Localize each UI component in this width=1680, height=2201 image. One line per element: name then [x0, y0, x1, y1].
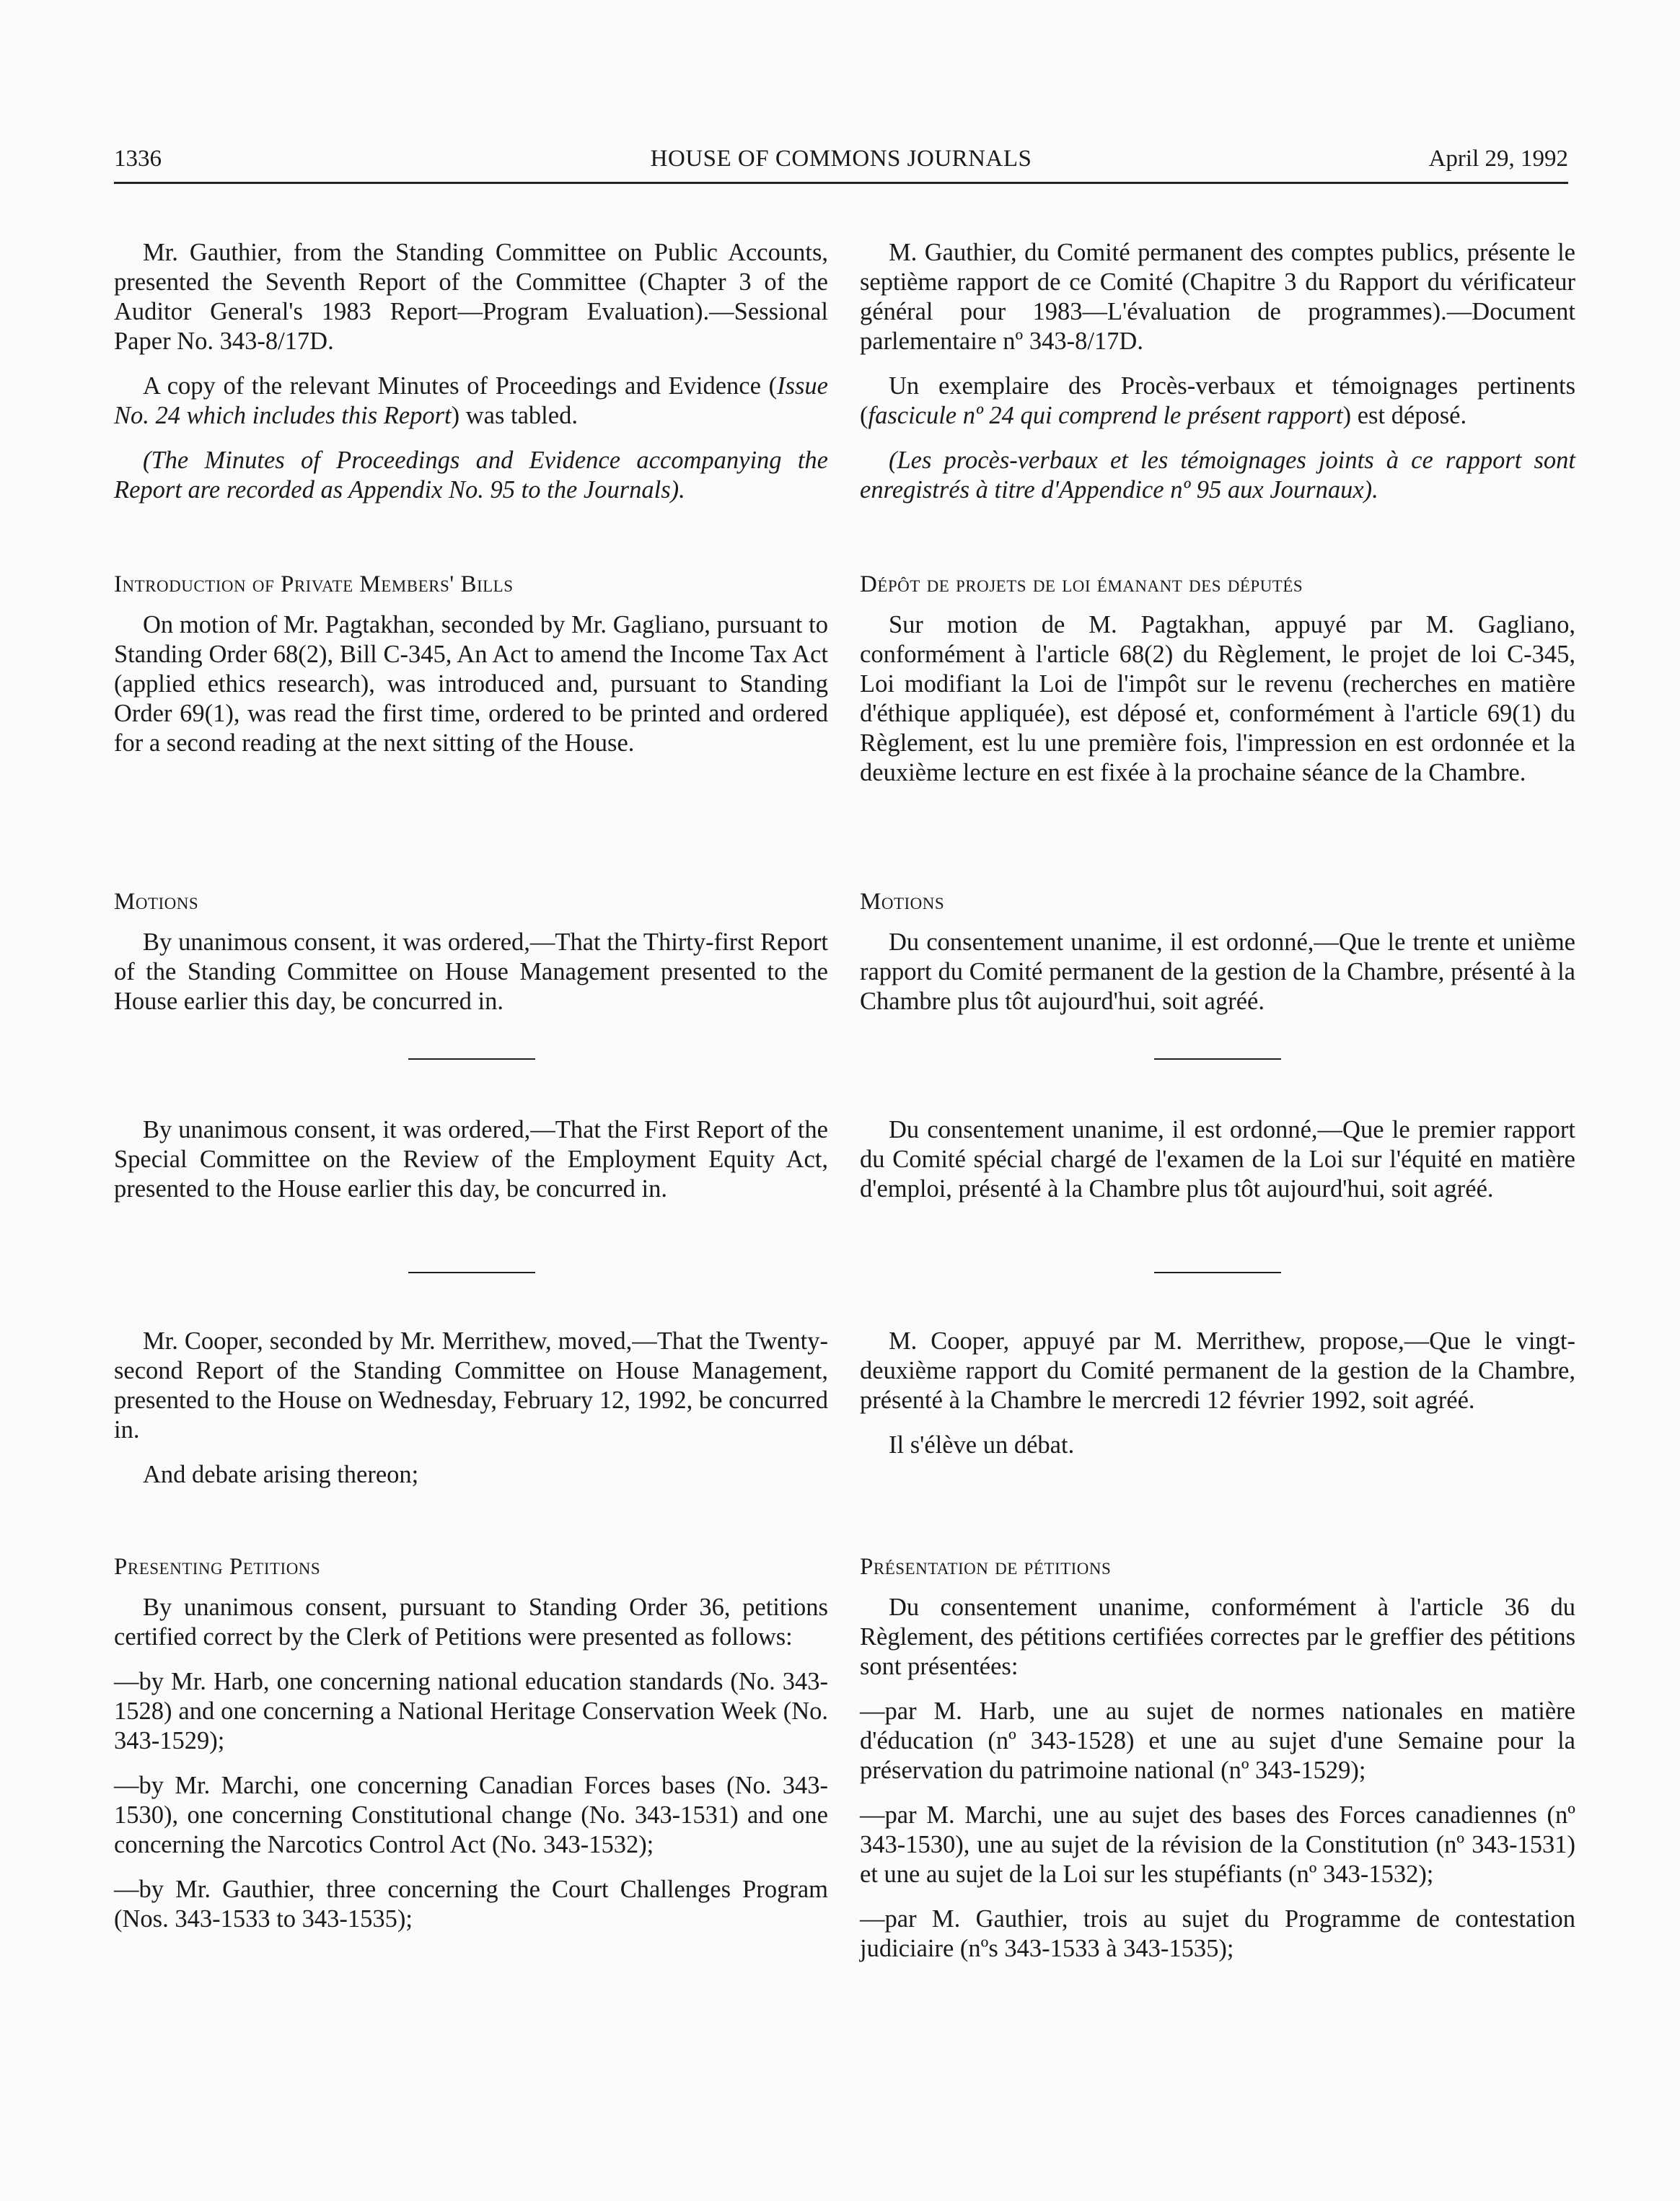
motion-1: [114, 928, 828, 1016]
motion-paragraph-fr: M. Cooper, appuyé par M. Merrithew, propose,—Que le vingt-deuxième rapport du Comité permanent de la gestion de la Chambre, présenté à la Chambre le mercredi 12 février 1992, soit agréé.: [860, 1327, 1575, 1414]
petitions-intro: By unanimous consent, pursuant to Standing Order 36, petitions certified correct by the Clerk of Petitions were presented as follows:: [114, 1594, 828, 1651]
journal-date: April 29, 1992: [1428, 146, 1568, 172]
motion-paragraph-fr: Du consentement unanime, il est ordonné,—Que le trente et unième rapport du Comité permanent de la gestion de la Chambre, présenté à la Chambre plus tôt aujourd'hui, soit agréé.: [860, 928, 1575, 1015]
bill-paragraph: On motion of Mr. Pagtakhan, seconded by Mr. Gagliano, pursuant to Standing Order 68(2), Bill C-345, An Act to amend the Income Tax Act (applied ethics research), was introduced and, pursuant to Standing Order 69(1), was read the first time, ordered to be printed and ordered for a second reading at the next sitting of the House.: [114, 611, 828, 757]
journal-title: HOUSE OF COMMONS JOURNALS: [650, 146, 1032, 172]
page-number: 1336: [114, 146, 162, 172]
section-heading-motions: Motions: [114, 889, 199, 915]
separator-rule: [1154, 1272, 1281, 1273]
motion-3-fr: [860, 1327, 1575, 1460]
report-appendix-note: (The Minutes of Proceedings and Evidence accompanying the Report are recorded as Appendix No. 95 to the Journals).: [114, 447, 828, 504]
petition-item: —by Mr. Gauthier, three concerning the Court Challenges Program (Nos. 343-1533 to 343-1535);: [114, 1876, 828, 1933]
motion-paragraph-fr: Du consentement unanime, il est ordonné,—Que le premier rapport du Comité spécial chargé de l'examen de la Loi sur l'équité en matière d'emploi, présenté à la Chambre plus tôt aujourd'hui, soit agréé.: [860, 1116, 1575, 1203]
petitions-section: [114, 1593, 828, 1934]
committee-report-section: [114, 238, 828, 505]
motion-1-fr: [860, 928, 1575, 1016]
committee-report-section-fr: [860, 238, 1575, 505]
petition-item-fr: —par M. Gauthier, trois au sujet du Programme de contestation judiciaire (nºs 343-1533 à 343-1535);: [860, 1905, 1575, 1962]
motion-3: [114, 1327, 828, 1490]
motion-paragraph: By unanimous consent, it was ordered,—That the Thirty-first Report of the Standing Committee on House Management presented to the House earlier this day, be concurred in.: [114, 928, 828, 1015]
separator-rule: [1154, 1058, 1281, 1060]
petition-item-fr: —par M. Marchi, une au sujet des bases des Forces canadiennes (nº 343-1530), une au sujet de la révision de la Constitution (nº 343-1531) et une au sujet de la Loi sur les stupéfiants (nº 343-1532);: [860, 1801, 1575, 1888]
motion-2: [114, 1115, 828, 1204]
separator-rule: [408, 1058, 535, 1060]
bill-paragraph-fr: Sur motion de M. Pagtakhan, appuyé par M. Gagliano, conformément à l'article 68(2) du Règlement, le projet de loi C-345, Loi modifiant la Loi de l'impôt sur le revenu (recherches en matière d'éthique appliquée), est déposé et, conformément à l'article 69(1) du Règlement, est lu une première fois, l'impression en est ordonnée et la deuxième lecture en est fixée à la prochaine séance de la Chambre.: [860, 611, 1575, 786]
report-appendix-note-fr: (Les procès-verbaux et les témoignages joints à ce rapport sont enregistrés à titre d'Appendice nº 95 aux Journaux).: [860, 447, 1575, 504]
motion-paragraph: By unanimous consent, it was ordered,—That the First Report of the Special Committee on the Review of the Employment Equity Act, presented to the House earlier this day, be concurred in.: [114, 1116, 828, 1203]
section-heading-bills: Introduction of Private Members' Bills: [114, 571, 514, 597]
debate-paragraph: And debate arising thereon;: [143, 1461, 419, 1488]
petitions-intro-fr: Du consentement unanime, conformément à l'article 36 du Règlement, des pétitions certifiées correctes par le greffier des pétitions sont présentées:: [860, 1594, 1575, 1680]
motion-paragraph: Mr. Cooper, seconded by Mr. Merrithew, moved,—That the Twenty-second Report of the Standing Committee on House Management, presented to the House on Wednesday, February 12, 1992, be concurred in.: [114, 1327, 828, 1444]
report-paragraph-fr: M. Gauthier, du Comité permanent des comptes publics, présente le septième rapport de ce Comité (Chapitre 3 du Rapport du vérificateur général pour 1983—L'évaluation de programmes).—Document parlementaire nº 343-8/17D.: [860, 239, 1575, 355]
report-tabled-paragraph: A copy of the relevant Minutes of Proceedings and Evidence (Issue No. 24 which includes this Report) was tabled.: [114, 372, 828, 429]
motion-2-fr: [860, 1115, 1575, 1204]
separator-rule: [408, 1272, 535, 1273]
running-header: [114, 146, 1568, 184]
petitions-section-fr: [860, 1593, 1575, 1964]
section-heading-petitions-fr: Présentation de pétitions: [860, 1554, 1112, 1580]
bills-section-fr: [860, 610, 1575, 788]
report-paragraph: Mr. Gauthier, from the Standing Committee on Public Accounts, presented the Seventh Report of the Committee (Chapter 3 of the Auditor General's 1983 Report—Program Evaluation).—Sessional Paper No. 343-8/17D.: [114, 239, 828, 355]
petition-item-fr: —par M. Harb, une au sujet de normes nationales en matière d'éducation (nº 343-1528) et une au sujet d'une Semaine pour la préservation du patrimoine national (nº 343-1529);: [860, 1697, 1575, 1784]
section-heading-bills-fr: Dépôt de projets de loi émanant des députés: [860, 571, 1303, 597]
section-heading-petitions: Presenting Petitions: [114, 1554, 321, 1580]
report-tabled-paragraph-fr: Un exemplaire des Procès-verbaux et témoignages pertinents (fascicule nº 24 qui comprend le présent rapport) est déposé.: [860, 372, 1575, 429]
petition-item: —by Mr. Marchi, one concerning Canadian Forces bases (No. 343-1530), one concerning Constitutional change (No. 343-1531) and one concerning the Narcotics Control Act (No. 343-1532);: [114, 1772, 828, 1858]
petition-item: —by Mr. Harb, one concerning national education standards (No. 343-1528) and one concerning a National Heritage Conservation Week (No. 343-1529);: [114, 1668, 828, 1754]
bills-section: [114, 610, 828, 758]
debate-paragraph-fr: Il s'élève un débat.: [889, 1431, 1075, 1459]
section-heading-motions-fr: Motions: [860, 889, 945, 915]
